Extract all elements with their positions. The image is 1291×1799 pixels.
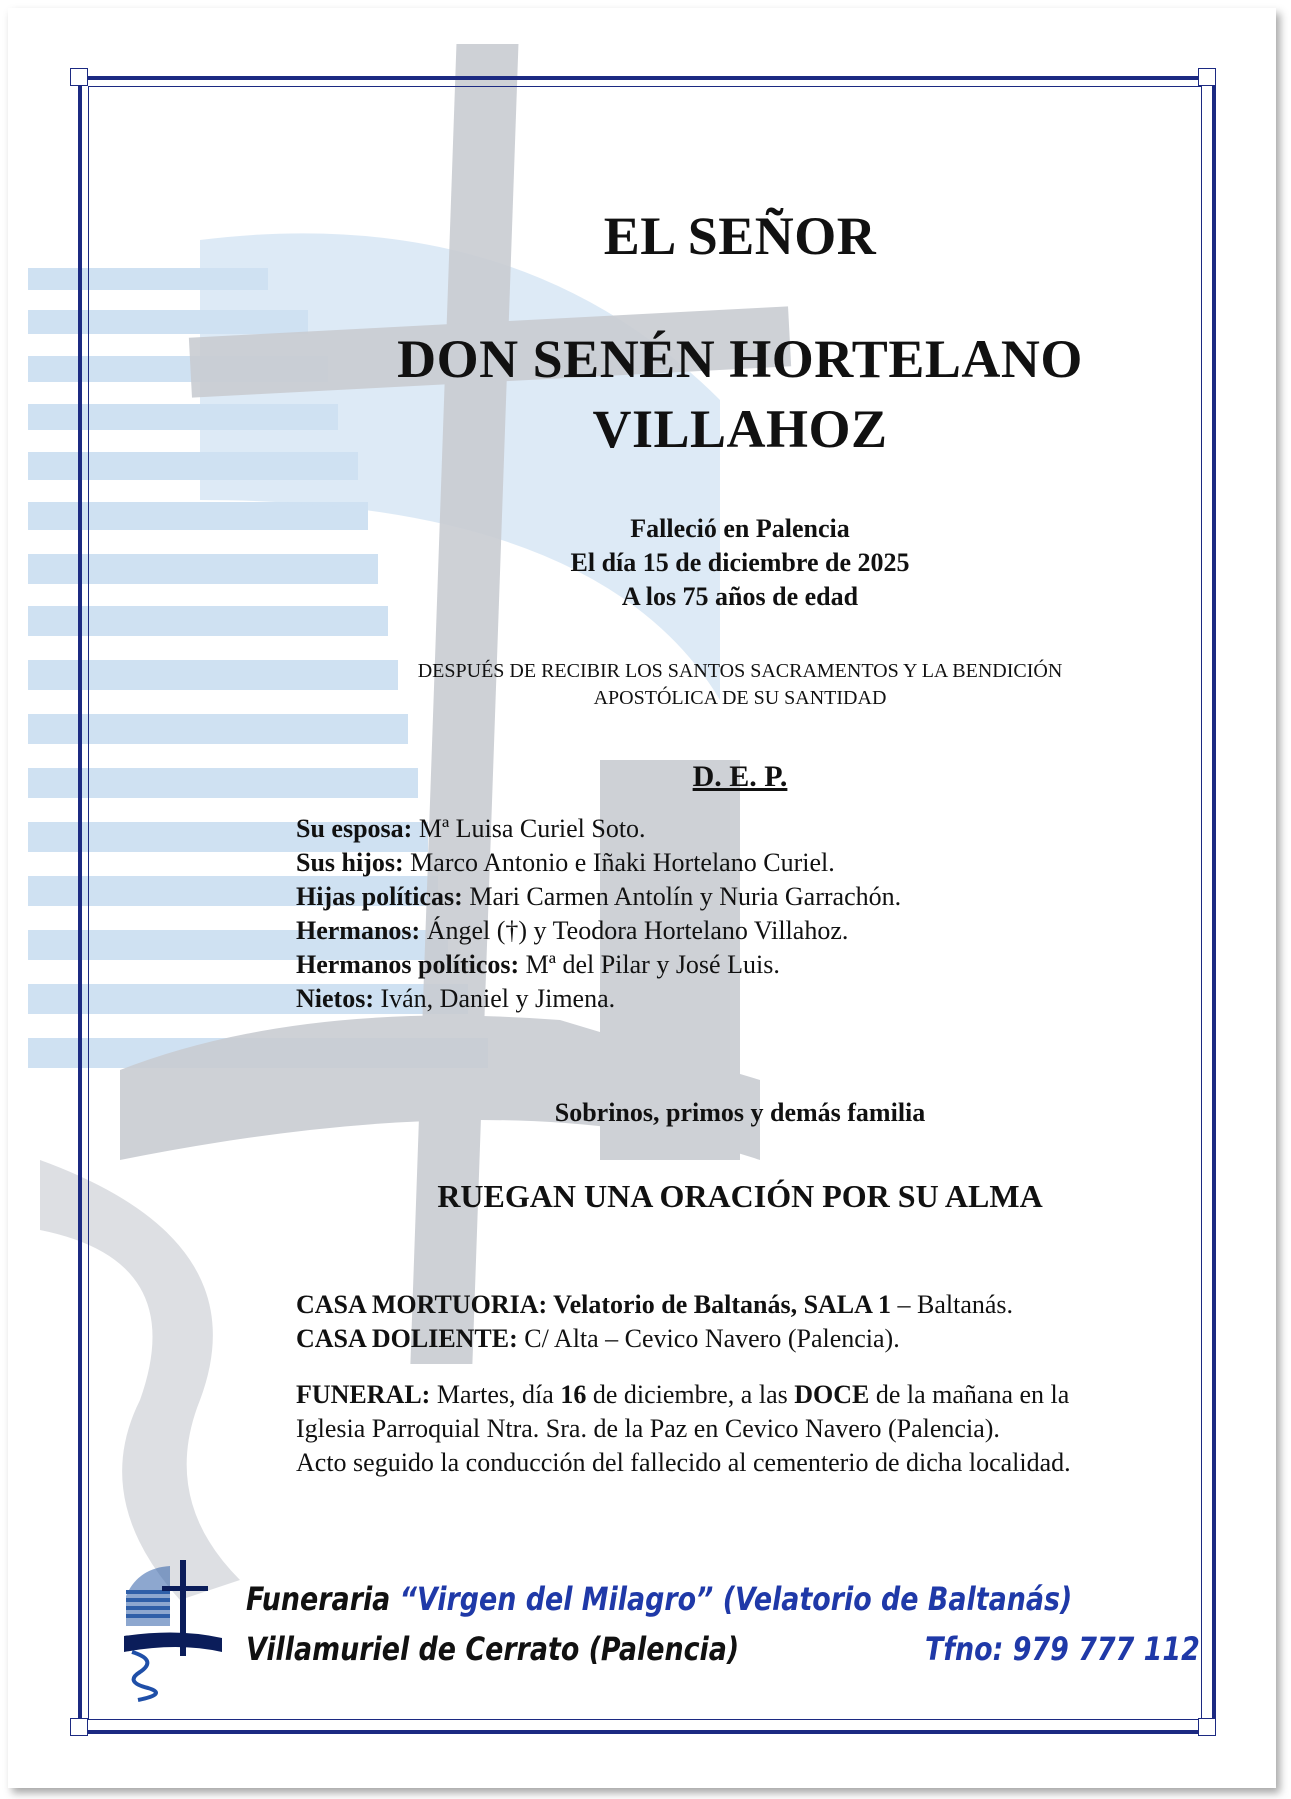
funeral-text: de diciembre, a las [586,1380,795,1409]
family-list [296,812,901,1016]
mortuary-town: – Baltanás. [890,1290,1014,1319]
family-item [296,982,901,1016]
deceased-name-line1: DON SENÉN HORTELANO [397,329,1083,389]
sacraments-line1: DESPUÉS DE RECIBIR LOS SANTOS SACRAMENTOS Y LA BENDICIÓN [417,660,1063,682]
mortuary-venue: Velatorio de Baltanás, SALA 1 [547,1290,891,1319]
sacraments-line2: APOSTÓLICA DE SU SANTIDAD [593,687,887,709]
funeral-home-prefix: Funeraria [246,1580,400,1618]
relatives-line: Sobrinos, primos y demás familia [554,1098,926,1127]
family-label: Sus hijos: [296,848,404,877]
death-age: A los 75 años de edad [621,582,859,611]
family-item [296,846,901,880]
family-item [296,948,901,982]
title: EL SEÑOR [603,206,877,266]
death-date: El día 15 de diciembre de 2025 [570,548,910,577]
deceased-name-line2: VILLAHOZ [592,399,888,459]
funeral-day: 16 [560,1380,587,1409]
mourning-label: CASA DOLIENTE: [296,1324,518,1353]
funeral-line1 [296,1378,1201,1412]
funeral-home-name [246,1580,1072,1618]
funeral-hour: DOCE [794,1380,870,1409]
funeral-label: FUNERAL: [296,1380,431,1409]
mortuary-info [296,1288,1201,1356]
family-item [296,914,901,948]
family-label: Nietos: [296,984,374,1013]
family-value: Mª del Pilar y José Luis. [519,950,780,979]
funeral-text: Martes, día [430,1380,561,1409]
family-value: Ángel (†) y Teodora Hortelano Villahoz. [420,916,849,945]
family-label: Hermanos: [296,916,421,945]
family-value: Iván, Daniel y Jimena. [373,984,616,1013]
family-label: Su esposa: [296,814,413,843]
family-value: Marco Antonio e Iñaki Hortelano Curiel. [403,848,835,877]
funeral-home-logo [118,1556,228,1702]
funeral-info [296,1378,1201,1480]
mourning-line [296,1322,1201,1356]
mortuary-label: CASA MORTUORIA: [296,1290,548,1319]
rip-heading: D. E. P. [692,760,788,793]
funeral-line3: Acto seguido la conducción del fallecido al cementerio de dicha localidad. [296,1448,1071,1477]
prayer-request: RUEGAN UNA ORACIÓN POR SU ALMA [437,1178,1043,1214]
funeral-line2: Iglesia Parroquial Ntra. Sra. de la Paz en Cevico Navero (Palencia). [296,1414,1000,1443]
funeral-home-title: “Virgen del Milagro” (Velatorio de Baltanás) [399,1580,1073,1618]
death-place: Falleció en Palencia [630,514,850,543]
sacraments-note [290,658,1190,712]
family-value: Mari Carmen Antolín y Nuria Garrachón. [462,882,902,911]
funeral-home-location: Villamuriel de Cerrato (Palencia) [246,1630,740,1668]
mortuary-line [296,1288,1201,1322]
family-label: Hijas políticas: [296,882,463,911]
family-item [296,880,901,914]
family-item [296,812,901,846]
funeral-text: de la mañana en la [869,1380,1070,1409]
phone-number: Tfno: 979 777 112 [925,1630,1200,1668]
family-label: Hermanos políticos: [296,950,520,979]
death-info [290,512,1190,614]
family-value: Mª Luisa Curiel Soto. [412,814,646,843]
mourning-address: C/ Alta – Cevico Navero (Palencia). [517,1324,900,1353]
